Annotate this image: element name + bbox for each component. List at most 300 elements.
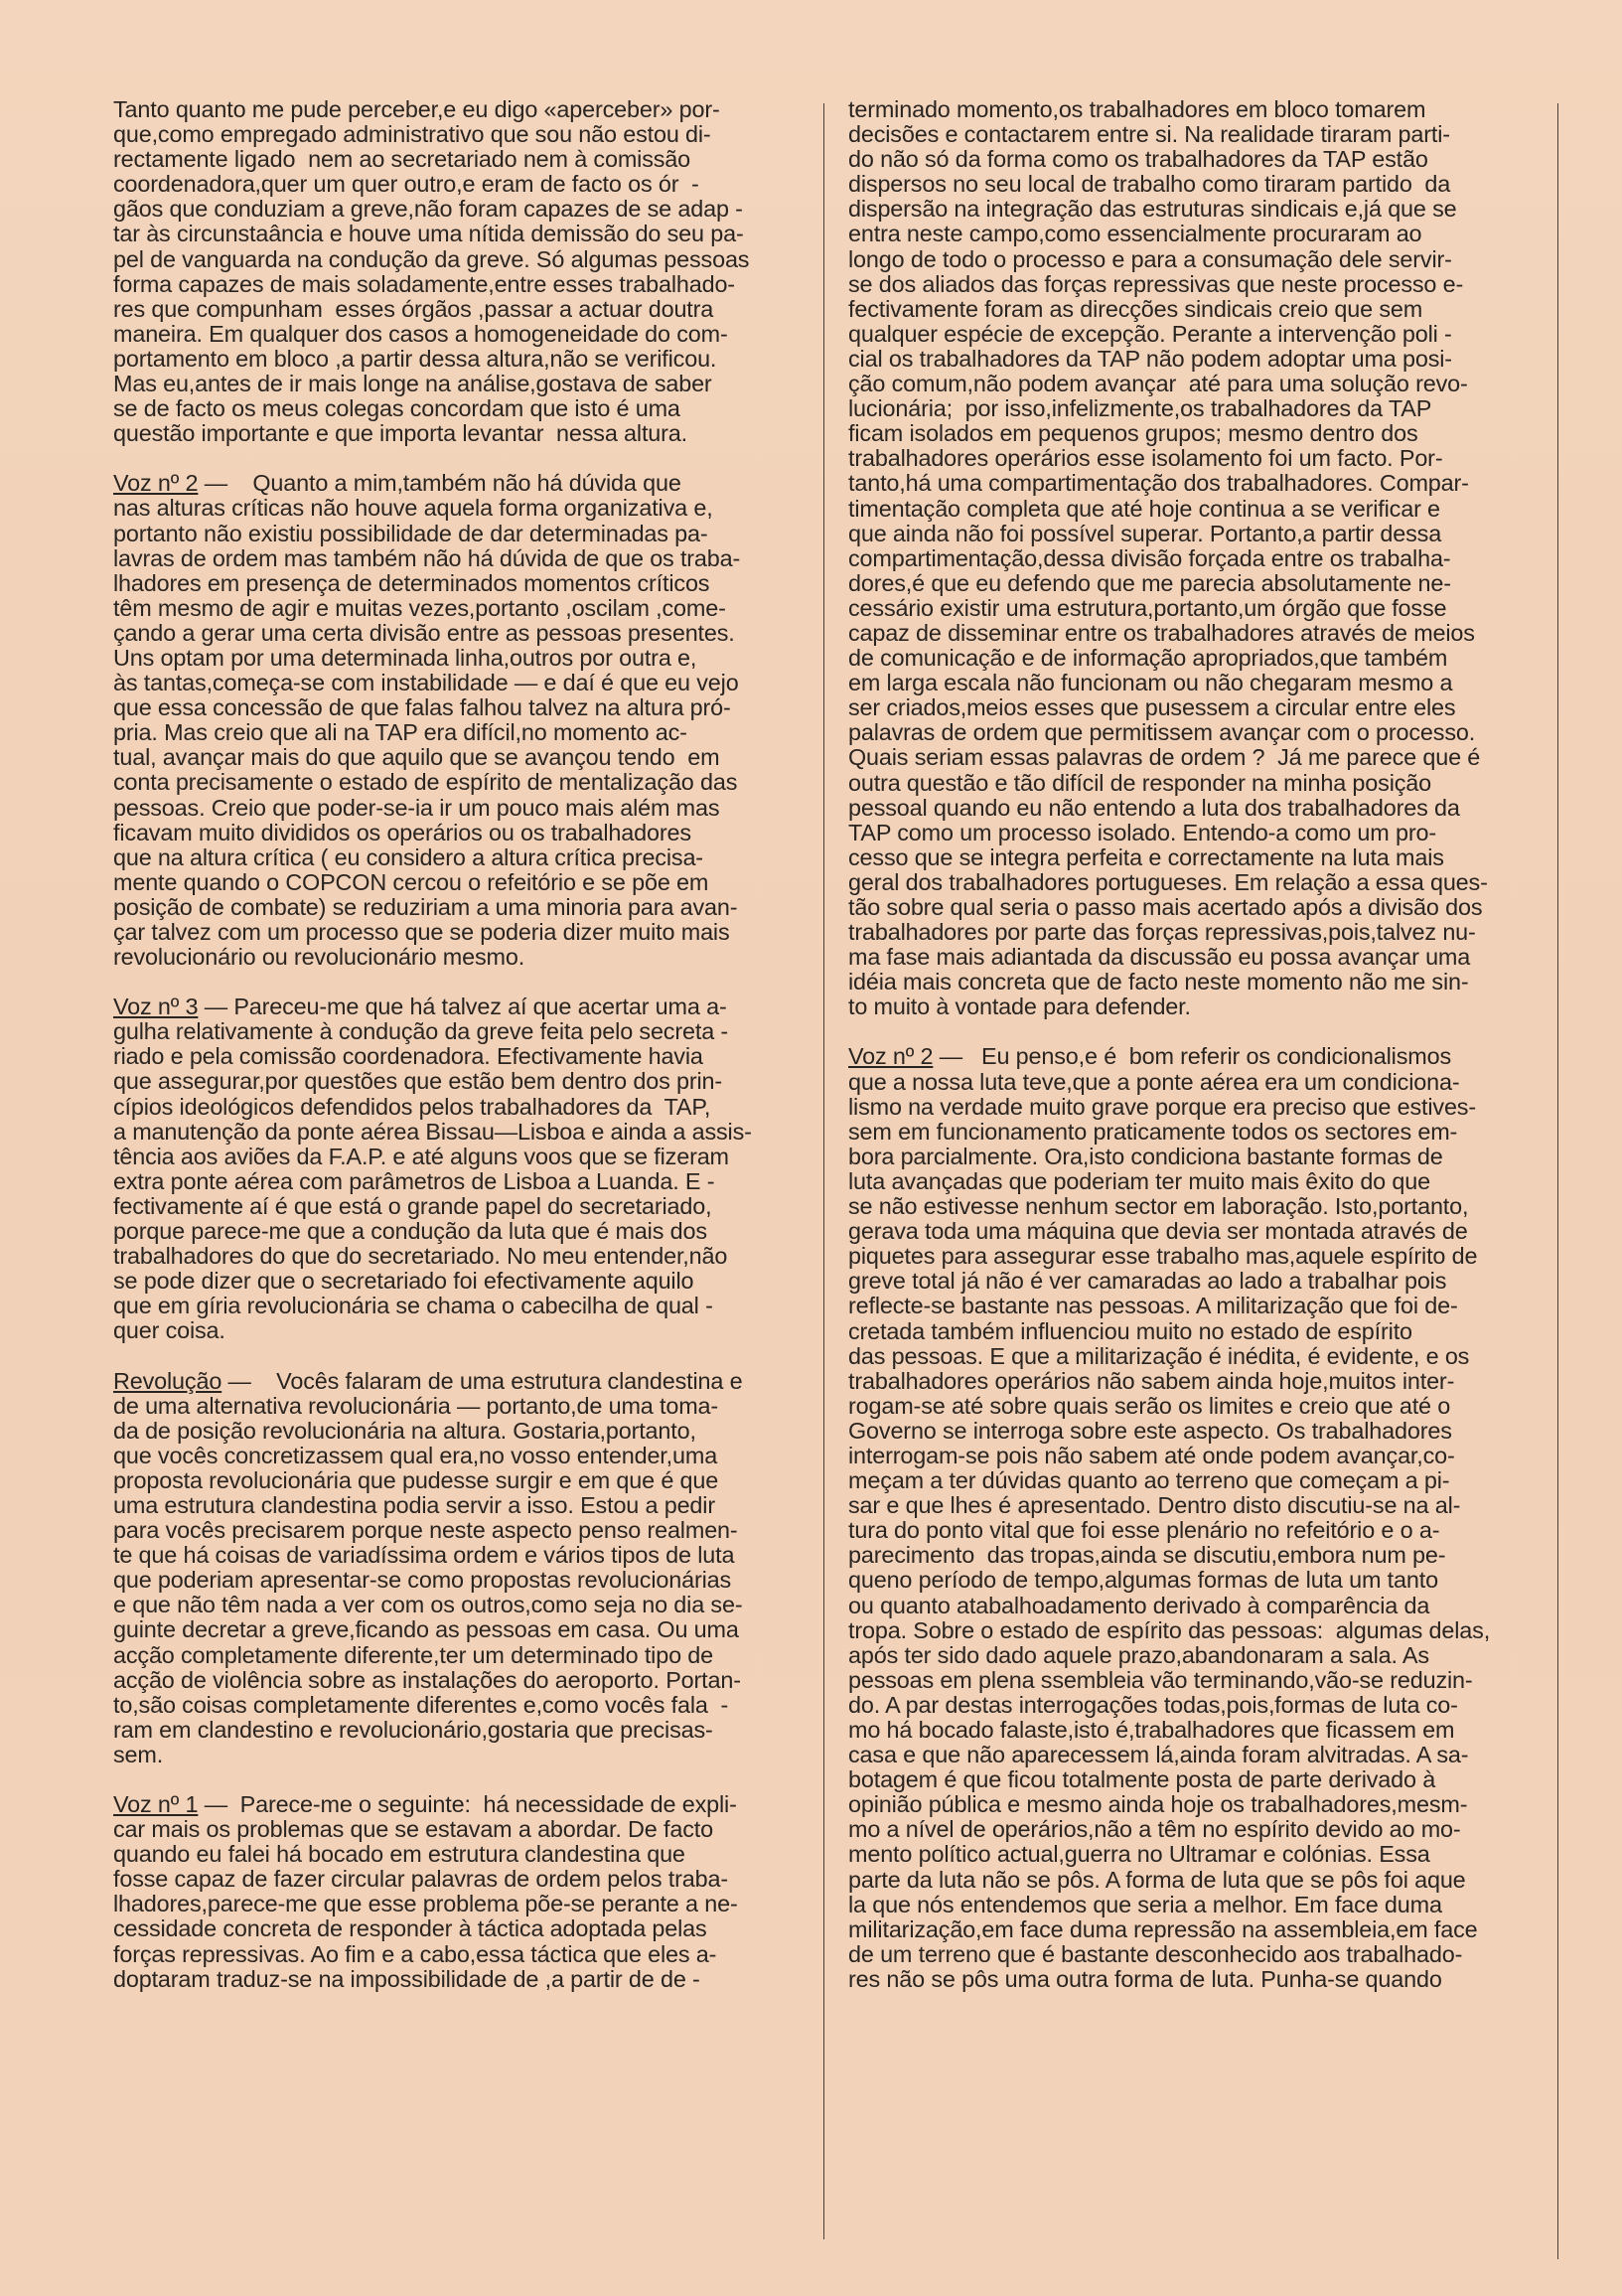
paragraph (113, 995, 787, 1343)
text-line (113, 1294, 787, 1318)
line-text: lismo na verdade muito grave porque era preciso que estives- (848, 1094, 1476, 1120)
line-text: cessidade concreta de responder à táctica adoptada pelas (113, 1916, 707, 1942)
text-line (113, 1120, 787, 1145)
line-text: parecimento das tropas,ainda se discutiu,embora num pe- (848, 1543, 1446, 1569)
line-text: — Quanto a mim,também não há dúvida que (198, 471, 681, 497)
line-text: pessoas em plena ssembleia vão terminando,vão-se reduzin- (848, 1667, 1473, 1693)
text-line (113, 945, 787, 970)
speaker-label: Voz nº 3 (113, 995, 199, 1020)
line-text: ser criados,meios esses que pusessem a circular entre eles (848, 695, 1456, 721)
line-text: dispersão na integração das estruturas sindicais e,já que se (848, 197, 1457, 223)
line-text: militarização,em face duma repressão na assembleia,em face (848, 1916, 1478, 1942)
line-text: tropa. Sobre o estado de espírito das pessoas: algumas delas, (848, 1617, 1491, 1643)
text-line (848, 1044, 1522, 1069)
line-text: gulha relativamente à condução da greve feita pelo secreta - (113, 1019, 729, 1045)
paragraph (848, 97, 1522, 1019)
text-line (848, 1294, 1522, 1318)
text-line (848, 1070, 1522, 1095)
text-line (848, 1219, 1522, 1244)
line-text: acção completamente diferente,ter um determinado tipo de (113, 1642, 714, 1668)
text-line (113, 222, 787, 246)
text-line (113, 920, 787, 945)
line-text: maneira. Em qualquer dos casos a homogeneidade do com- (113, 321, 728, 347)
line-text: piquetes para assegurar esse trabalho mas,aquele espírito de (848, 1244, 1478, 1270)
line-text: lhadores em presença de determinados momentos críticos (113, 570, 710, 596)
line-text: Governo se interroga sobre este aspecto. Os trabalhadores (848, 1418, 1452, 1444)
text-line (113, 1169, 787, 1194)
line-text: mo há bocado falaste,isto é,trabalhadores que ficassem em (848, 1718, 1455, 1743)
line-text: palavras de ordem que permitissem avançar com o processo. (848, 720, 1476, 746)
text-line (113, 1568, 787, 1593)
line-text: pessoal quando eu não entendo a luta dos trabalhadores da (848, 795, 1460, 821)
line-text: trabalhadores por parte das forças repressivas,pois,talvez nu- (848, 920, 1476, 946)
text-line (848, 1618, 1522, 1643)
line-text: tual, avançar mais do que aquilo que se avançou tendo em (113, 745, 720, 771)
line-text: que essa concessão de que falas falhou talvez na altura pró- (113, 695, 731, 721)
line-text: geral dos trabalhadores portugueses. Em relação a essa ques- (848, 869, 1488, 895)
line-text: Tanto quanto me pude perceber,e eu digo «aperceber» por- (113, 97, 720, 122)
line-text: que,como empregado administrativo que sou não estou di- (113, 122, 711, 148)
line-text: car mais os problemas que se estavam a abordar. De facto (113, 1817, 713, 1843)
text-line (848, 695, 1522, 720)
line-text: de comunicação e de informação apropriados,que também (848, 646, 1448, 672)
line-text: tar às circunstaância e houve uma nítida demissão do seu pa- (113, 222, 744, 247)
paragraph (113, 471, 787, 970)
left-text-column (113, 97, 787, 2017)
line-text: — Eu penso,e é bom referir os condicionalismos (933, 1044, 1452, 1070)
text-line (848, 1792, 1522, 1817)
line-text: Quais seriam essas palavras de ordem ? Já me parece que é (848, 745, 1481, 771)
text-line (848, 821, 1522, 845)
text-line (113, 1244, 787, 1269)
text-line (848, 1743, 1522, 1767)
line-text: tão sobre qual seria o passo mais acertado após a divisão dos (848, 895, 1483, 920)
line-text: coordenadora,quer um quer outro,e eram de facto os ór - (113, 172, 699, 198)
line-text: extra ponte aérea com parâmetros de Lisboa a Luanda. E - (113, 1168, 715, 1194)
text-line (848, 796, 1522, 821)
text-line (848, 771, 1522, 796)
text-line (113, 1518, 787, 1543)
right-margin-rule (1557, 103, 1558, 2259)
line-text: tência aos aviões da F.A.P. e até alguns voos que se fizeram (113, 1144, 729, 1169)
line-text: çar talvez com um processo que se poderia dizer muito mais (113, 920, 730, 945)
text-line (113, 1069, 787, 1094)
line-text: se de facto os meus colegas concordam que isto é uma (113, 396, 680, 422)
line-text: do não só da forma como os trabalhadores da TAP estão (848, 147, 1428, 173)
text-line (848, 372, 1522, 396)
text-line (848, 1194, 1522, 1219)
line-text: doptaram traduz-se na impossibilidade de ,a partir de de - (113, 1966, 700, 1992)
text-line (848, 1145, 1522, 1169)
line-text: longo de todo o processo e para a consumação dele servir- (848, 246, 1452, 272)
line-text: bora parcialmente. Ora,isto condiciona bastante formas de (848, 1144, 1443, 1169)
text-line (113, 571, 787, 596)
text-line (113, 471, 787, 496)
text-line (113, 1593, 787, 1617)
line-text: çando a gerar uma certa divisão entre as pessoas presentes. (113, 620, 735, 646)
line-text: tanto,há uma compartimentação dos trabalhadores. Compar- (848, 471, 1469, 497)
line-text: proposta revolucionária que pudesse surgir e em que é que (113, 1467, 719, 1493)
line-text: reflecte-se bastante nas pessoas. A militarização que foi de- (848, 1294, 1458, 1319)
text-line (113, 646, 787, 671)
line-text: de uma alternativa revolucionária — portanto,de uma toma- (113, 1393, 719, 1419)
text-line (113, 1942, 787, 1967)
text-line (113, 1044, 787, 1069)
text-line (848, 970, 1522, 995)
text-line (848, 247, 1522, 272)
line-text: às tantas,começa-se com instabilidade — e daí é que eu vejo (113, 671, 739, 696)
text-line (113, 272, 787, 297)
line-text: sem. (113, 1742, 164, 1767)
text-line (848, 1369, 1522, 1394)
text-line (848, 546, 1522, 571)
line-text: pessoas. Creio que poder-se-ia ir um pouco mais além mas (113, 795, 720, 821)
line-text: lucionária; por isso,infelizmente,os trabalhadores da TAP (848, 396, 1432, 422)
text-line (848, 197, 1522, 222)
line-text: uma estrutura clandestina podia servir a isso. Estou a pedir (113, 1492, 715, 1518)
speaker-label: Voz nº 2 (113, 471, 199, 497)
text-line (848, 97, 1522, 122)
text-line (848, 895, 1522, 920)
text-line (113, 1019, 787, 1044)
text-line (848, 945, 1522, 970)
text-line (848, 1718, 1522, 1743)
text-line (113, 1892, 787, 1916)
line-text: da de posição revolucionária na altura. Gostaria,portanto, (113, 1418, 696, 1444)
line-text: do. A par destas interrogações todas,pois,formas de luta co- (848, 1692, 1458, 1718)
text-line (113, 147, 787, 172)
line-text: cretada também influenciou muito no estado de espírito (848, 1318, 1412, 1344)
text-line (848, 1967, 1522, 1992)
line-text: fectivamente foram as direcções sindicais creio que sem (848, 296, 1423, 322)
line-text: que em gíria revolucionária se chama o cabecilha de qual - (113, 1294, 713, 1319)
text-line (113, 172, 787, 197)
text-line (848, 396, 1522, 421)
text-line (113, 1318, 787, 1343)
text-line (113, 1394, 787, 1419)
line-text: cípios ideológicos defendidos pelos trabalhadores da TAP, (113, 1094, 711, 1120)
text-line (113, 1668, 787, 1693)
text-line (848, 1120, 1522, 1145)
line-text: que vocês concretizassem qual era,no vosso entender,uma (113, 1443, 718, 1468)
line-text: questão importante e que importa levantar nessa altura. (113, 421, 688, 447)
text-line (848, 322, 1522, 347)
text-line (848, 297, 1522, 322)
line-text: conta precisamente o estado de espírito de mentalização das (113, 770, 738, 796)
line-text: porque parece-me que a condução da luta que é mais dos (113, 1219, 707, 1245)
text-line (848, 172, 1522, 197)
text-line (113, 496, 787, 521)
line-text: queno período de tempo,algumas formas de luta um tanto (848, 1568, 1438, 1594)
text-line (848, 1893, 1522, 1917)
text-line (848, 571, 1522, 596)
line-text: la que nós entendemos que seria a melhor. Em face duma (848, 1892, 1442, 1917)
text-line (848, 1568, 1522, 1593)
speaker-label: Voz nº 1 (113, 1792, 199, 1817)
text-line (848, 1668, 1522, 1693)
line-text: pria. Mas creio que ali na TAP era difícil,no momento ac- (113, 720, 687, 746)
text-line (848, 1543, 1522, 1568)
line-text: greve total já não é ver camaradas ao lado a trabalhar pois (848, 1269, 1447, 1295)
line-text: qualquer espécie de excepção. Perante a intervenção poli - (848, 321, 1452, 347)
line-text: luta avançadas que poderiam ter muito mais êxito do que (848, 1168, 1430, 1194)
text-line (113, 770, 787, 795)
line-text: ficavam muito divididos os operários ou os trabalhadores (113, 820, 691, 845)
text-line (113, 796, 787, 821)
text-line (113, 1792, 787, 1817)
text-line (848, 596, 1522, 621)
text-line (113, 870, 787, 895)
paragraph (848, 1044, 1522, 1992)
line-text: mento político actual,guerra no Ultramar e colónias. Essa (848, 1842, 1430, 1868)
text-line (848, 147, 1522, 172)
text-line (113, 1842, 787, 1867)
text-line (848, 671, 1522, 695)
line-text: timentação completa que até hoje continua a se verificar e (848, 496, 1440, 522)
line-text: to muito à vontade para defender. (848, 995, 1191, 1020)
line-text: cessário existir uma estrutura,portanto,um órgão que fosse (848, 595, 1447, 621)
line-text: res que compunham esses órgãos ,passar a actuar doutra (113, 296, 714, 322)
text-line (848, 1518, 1522, 1543)
text-line (113, 845, 787, 870)
text-line (848, 522, 1522, 546)
text-line (848, 1344, 1522, 1369)
text-line (848, 122, 1522, 147)
line-text: que assegurar,por questões que estão bem dentro dos prin- (113, 1069, 723, 1095)
text-line (848, 720, 1522, 745)
column-divider (823, 103, 824, 2239)
line-text: posição de combate) se reduziriam a uma minoria para avan- (113, 894, 738, 920)
line-text: TAP como um processo isolado. Entendo-a como um pro- (848, 820, 1436, 845)
line-text: fosse capaz de fazer circular palavras de ordem pelos traba- (113, 1867, 728, 1893)
text-line (113, 122, 787, 147)
text-line (848, 272, 1522, 297)
text-line (113, 695, 787, 720)
line-text: após ter sido dado aquele prazo,abandonaram a sala. As (848, 1642, 1429, 1668)
text-line (113, 1693, 787, 1718)
text-line (113, 1369, 787, 1394)
line-text: cial os trabalhadores da TAP não podem adoptar uma posi- (848, 346, 1452, 372)
text-line (113, 372, 787, 396)
text-line (848, 1817, 1522, 1842)
line-text: te que há coisas de variadíssima ordem e vários tipos de luta (113, 1543, 735, 1569)
text-line (848, 1419, 1522, 1444)
line-text: — Vocês falaram de uma estrutura clandestina e (221, 1368, 743, 1394)
line-text: compartimentação,dessa divisão forçada entre os trabalha- (848, 545, 1451, 571)
line-text: quando eu falei há bocado em estrutura clandestina que (113, 1842, 685, 1868)
line-text: revolucionário ou revolucionário mesmo. (113, 945, 525, 971)
text-line (113, 1194, 787, 1219)
text-line (113, 745, 787, 770)
line-text: rectamente ligado nem ao secretariado nem à comissão (113, 147, 691, 173)
line-text: botagem é que ficou totalmente posta de parte derivado à (848, 1767, 1436, 1793)
text-line (848, 347, 1522, 372)
line-text: ma fase mais adiantada da discussão eu possa avançar uma (848, 945, 1471, 971)
text-line (848, 1444, 1522, 1468)
text-line (113, 1867, 787, 1892)
line-text: portanto não existiu possibilidade de dar determinadas pa- (113, 521, 708, 546)
line-text: acção de violência sobre as instalações do aeroporto. Portan- (113, 1667, 741, 1693)
line-text: gerava toda uma máquina que devia ser montada através de (848, 1219, 1468, 1245)
line-text: ou quanto atabalhoadamento derivado à comparência da (848, 1593, 1430, 1618)
text-line (113, 1419, 787, 1444)
text-line (848, 845, 1522, 870)
line-text: forma capazes de mais soladamente,entre esses trabalhado- (113, 271, 735, 297)
text-line (848, 421, 1522, 446)
text-line (848, 995, 1522, 1019)
line-text: que ainda não foi possível superar. Portanto,a partir dessa (848, 521, 1442, 546)
text-line (848, 1842, 1522, 1867)
line-text: — Parece-me o seguinte: há necessidade de expli- (198, 1792, 737, 1817)
text-line (113, 1219, 787, 1244)
text-line (848, 471, 1522, 496)
line-text: pel de vanguarda na condução da greve. Só algumas pessoas (113, 246, 750, 272)
line-text: mente quando o COPCON cercou o refeitório e se põe em (113, 869, 709, 895)
text-line (113, 596, 787, 621)
line-text: outra questão e tão difícil de responder na minha posição (848, 770, 1431, 796)
text-line (848, 1917, 1522, 1942)
text-line (848, 1468, 1522, 1493)
text-line (113, 1493, 787, 1518)
line-text: dispersos no seu local de trabalho como tiraram partido da (848, 172, 1451, 198)
line-text: Mas eu,antes de ir mais longe na análise,gostava de saber (113, 372, 712, 397)
line-text: lhadores,parece-me que esse problema põe-se perante a ne- (113, 1892, 738, 1917)
text-line (113, 97, 787, 122)
line-text: dores,é que eu defendo que me parecia absolutamente ne- (848, 570, 1451, 596)
text-line (848, 1169, 1522, 1194)
line-text: meçam a ter dúvidas quanto ao terreno que começam a pi- (848, 1468, 1450, 1494)
line-text: cesso que se integra perfeita e correctamente na luta mais (848, 844, 1444, 870)
text-line (113, 522, 787, 546)
text-line (848, 1269, 1522, 1294)
line-text: sar e que lhes é apresentado. Dentro disto discutiu-se na al- (848, 1493, 1461, 1519)
line-text: terminado momento,os trabalhadores em bloco tomarem (848, 97, 1426, 122)
text-line (113, 1743, 787, 1767)
text-line (113, 895, 787, 920)
text-line (113, 1617, 787, 1642)
line-text: fectivamente aí é que está o grande papel do secretariado, (113, 1193, 712, 1219)
text-line (848, 1095, 1522, 1120)
paragraph (113, 97, 787, 446)
line-text: parte da luta não se pôs. A forma de luta que se pôs foi aque (848, 1867, 1466, 1893)
line-text: guinte decretar a greve,ficando as pessoas em casa. Ou uma (113, 1617, 739, 1643)
line-text: trabalhadores operários esse isolamento foi um facto. Por- (848, 446, 1443, 472)
speaker-label: Revolução (113, 1368, 222, 1394)
line-text: lavras de ordem mas também não há dúvida de que os traba- (113, 545, 741, 571)
text-line (113, 396, 787, 421)
text-line (113, 621, 787, 646)
line-text: quer coisa. (113, 1318, 225, 1344)
line-text: entra neste campo,como essencialmente procuraram ao (848, 222, 1422, 247)
text-line (848, 222, 1522, 246)
line-text: to,são coisas completamente diferentes e,como vocês fala - (113, 1692, 729, 1718)
paragraph (113, 1369, 787, 1768)
paragraph (113, 1792, 787, 1992)
text-line (848, 1493, 1522, 1518)
text-line (113, 995, 787, 1019)
text-line (113, 1967, 787, 1992)
text-line (848, 745, 1522, 770)
line-text: que poderiam apresentar-se como propostas revolucionárias (113, 1568, 732, 1594)
line-text: opinião pública e mesmo ainda hoje os trabalhadores,mesm- (848, 1792, 1468, 1818)
text-line (113, 421, 787, 446)
line-text: gãos que conduziam a greve,não foram capazes de se adap - (113, 197, 743, 223)
text-line (848, 1643, 1522, 1668)
text-line (848, 1693, 1522, 1718)
line-text: para vocês precisarem porque neste aspecto penso realmen- (113, 1518, 738, 1544)
line-text: ram em clandestino e revolucionário,gostaria que precisas- (113, 1717, 713, 1743)
line-text: rogam-se até sobre quais serão os limites e creio que até o (848, 1393, 1451, 1419)
line-text: que na altura crítica ( eu considero a altura crítica precisa- (113, 844, 703, 870)
text-line (113, 197, 787, 222)
text-line (113, 322, 787, 347)
text-line (113, 720, 787, 745)
text-line (113, 1916, 787, 1941)
line-text: casa e que não aparecessem lá,ainda foram alvitradas. A sa- (848, 1743, 1469, 1768)
line-text: tura do ponto vital que foi esse plenário no refeitório e o a- (848, 1518, 1440, 1544)
line-text: trabalhadores do que do secretariado. No meu entender,não (113, 1244, 728, 1270)
line-text: portamento em bloco ,a partir dessa altura,não se verificou. (113, 346, 717, 372)
text-line (113, 671, 787, 695)
speaker-label: Voz nº 2 (848, 1044, 934, 1070)
text-line (113, 1269, 787, 1294)
line-text: interrogam-se pois não sabem até onde podem avançar,co- (848, 1443, 1455, 1468)
text-line (113, 347, 787, 372)
line-text: decisões e contactarem entre si. Na realidade tiraram parti- (848, 122, 1450, 148)
right-text-column (848, 97, 1522, 2017)
line-text: e que não têm nada a ver com os outros,como seja no dia se- (113, 1593, 743, 1618)
line-text: trabalhadores operários não sabem ainda hoje,muitos inter- (848, 1368, 1455, 1394)
text-line (848, 1244, 1522, 1269)
line-text: — Pareceu-me que há talvez aí que acertar uma a- (198, 995, 727, 1020)
line-text: das pessoas. E que a militarização é inédita, é evidente, e os (848, 1343, 1470, 1369)
text-line (113, 546, 787, 571)
line-text: nas alturas críticas não houve aquela forma organizativa e, (113, 496, 713, 522)
line-text: se não estivesse nenhum sector em laboração. Isto,portanto, (848, 1194, 1469, 1220)
text-line (848, 920, 1522, 945)
line-text: têm mesmo de agir e muitas vezes,portanto ,oscilam ,come- (113, 595, 726, 621)
text-line (113, 247, 787, 272)
text-line (113, 821, 787, 845)
text-line (848, 1319, 1522, 1344)
text-line (848, 446, 1522, 471)
text-line (848, 497, 1522, 522)
line-text: de um terreno que é bastante desconhecido aos trabalhado- (848, 1941, 1463, 1967)
text-line (113, 1718, 787, 1743)
line-text: mo a nível de operários,não a têm no espírito devido ao mo- (848, 1817, 1461, 1843)
line-text: que a nossa luta teve,que a ponte aérea era um condiciona- (848, 1069, 1460, 1095)
text-line (848, 621, 1522, 646)
text-line (113, 297, 787, 322)
line-text: res não se pôs uma outra forma de luta. Punha-se quando (848, 1966, 1442, 1992)
line-text: se pode dizer que o secretariado foi efectivamente aquilo (113, 1269, 694, 1295)
text-line (848, 1594, 1522, 1618)
text-line (113, 1468, 787, 1493)
line-text: ficam isolados em pequenos grupos; mesmo dentro dos (848, 421, 1418, 447)
text-line (848, 646, 1522, 671)
line-text: ção comum,não podem avançar até para uma solução revo- (848, 372, 1468, 397)
text-line (113, 1095, 787, 1120)
text-line (848, 1394, 1522, 1419)
line-text: forças repressivas. Ao fim e a cabo,essa táctica que eles a- (113, 1941, 717, 1967)
text-line (848, 1942, 1522, 1967)
text-line (848, 1868, 1522, 1893)
text-line (113, 1643, 787, 1668)
line-text: capaz de disseminar entre os trabalhadores através de meios (848, 620, 1475, 646)
line-text: riado e pela comissão coordenadora. Efectivamente havia (113, 1044, 703, 1070)
line-text: Uns optam por uma determinada linha,outros por outra e, (113, 645, 697, 671)
line-text: se dos aliados das forças repressivas que neste processo e- (848, 271, 1464, 297)
